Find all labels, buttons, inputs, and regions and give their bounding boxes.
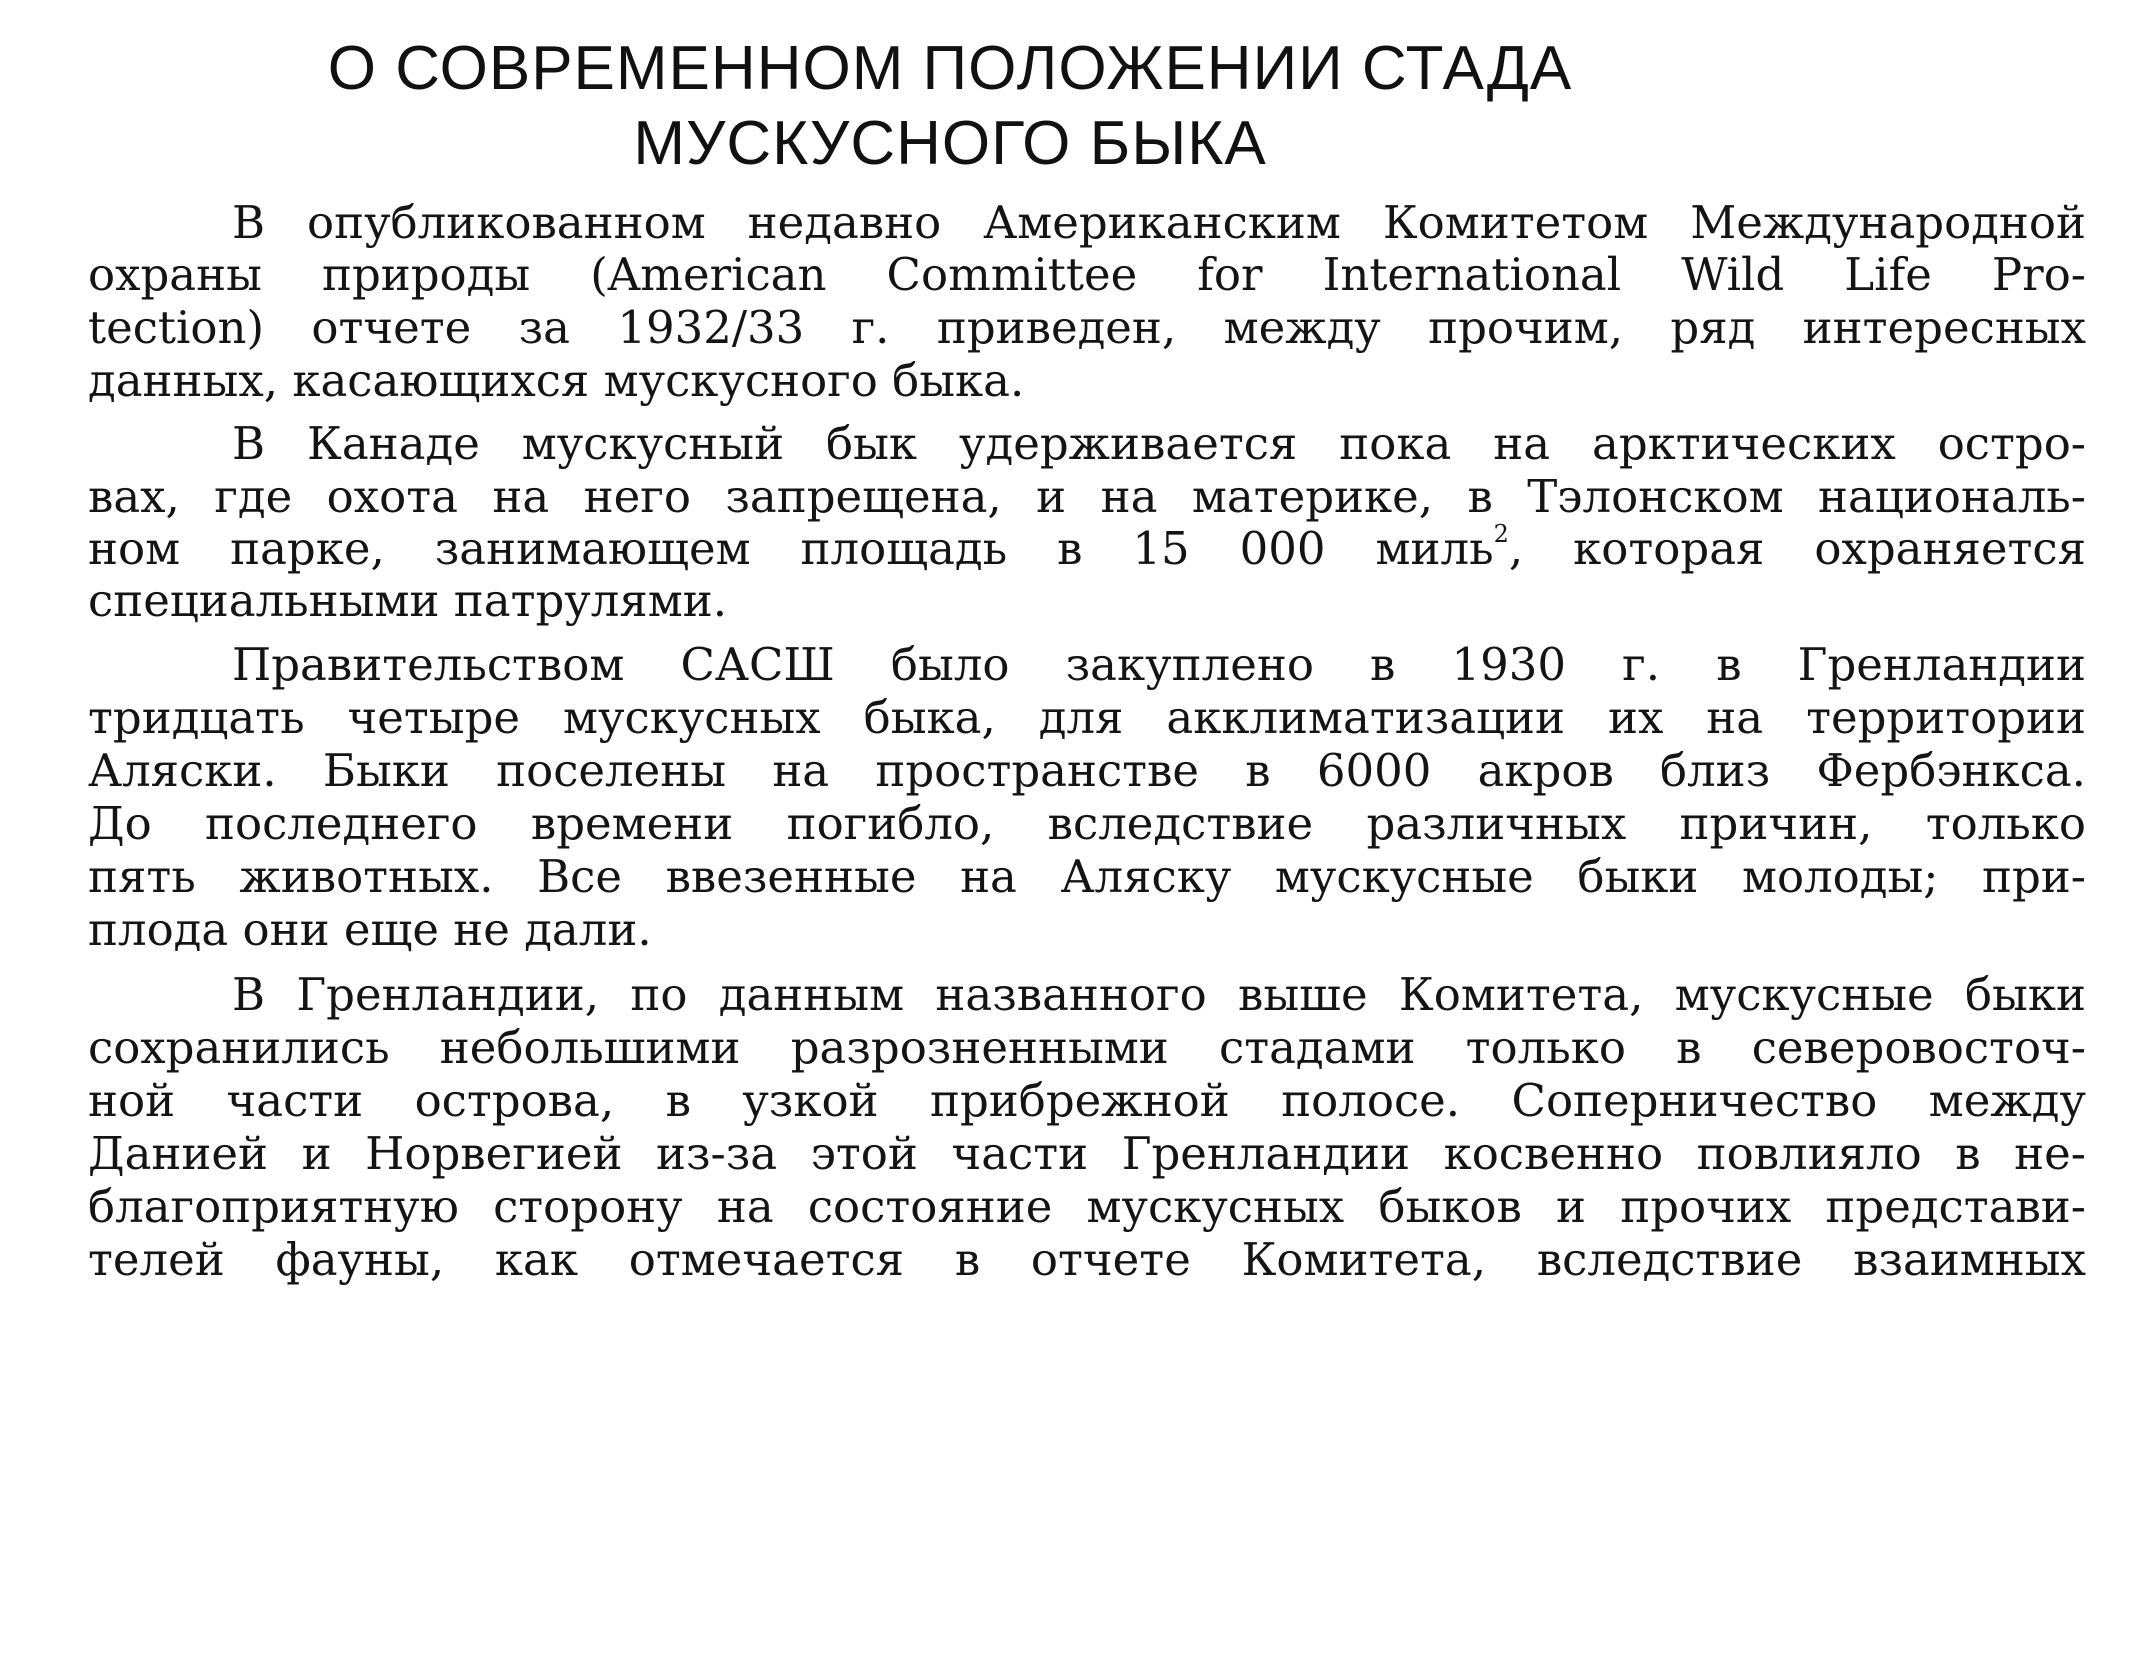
paragraph-1-line-4: данных, касающихся мускусного быка.	[88, 354, 1025, 407]
paragraph-2-line-4: специальными патрулями.	[88, 574, 728, 627]
paragraph-4-line-4: Данией и Норвегией из-за этой части Гренландии косвенно повлияло в не-	[88, 1127, 2086, 1180]
paragraph-3-line-2: тридцать четыре мускусных быка, для акклиматизации их на территории	[88, 691, 2086, 744]
paragraph-4-line-2: сохранились небольшими разрозненными стадами только в северовосточ-	[88, 1021, 2086, 1074]
paragraph-2-line-3	[88, 520, 2086, 575]
paragraph-1-line-2: охраны природы (American Committee for International Wild Life Pro-	[88, 248, 2086, 301]
paragraph-3-line-6: плода они еще не дали.	[88, 903, 652, 956]
paragraph-3-line-3: Аляски. Быки поселены на пространстве в 6000 акров близ Фербэнкса.	[88, 744, 2086, 797]
paragraph-2-line-3-text: ном парке, занимающем площадь в 15 000 миль	[88, 522, 1494, 575]
paragraph-4-line-5: благоприятную сторону на состояние мускусных быков и прочих представи-	[88, 1180, 2086, 1233]
paragraph-3-line-1: Правительством САСШ было закуплено в 1930 г. в Гренландии	[232, 638, 2086, 691]
squared-superscript: 2	[1493, 520, 1509, 548]
paragraph-2-line-3-tail: , которая охраняется	[1508, 522, 2086, 575]
article-title-line-2: МУСКУСНОГО БЫКА	[633, 109, 1267, 178]
paragraph-2-line-1: В Канаде мускусный бык удерживается пока на арктических остро-	[232, 417, 2086, 470]
paragraph-4-line-6: телей фауны, как отмечается в отчете Комитета, вследствие взаимных	[88, 1233, 2086, 1286]
paragraph-1-line-1: В опубликованном недавно Американским Комитетом Международной	[232, 196, 2086, 249]
paragraph-2-line-2: вах, где охота на него запрещена, и на материке, в Тэлонском националь-	[88, 470, 2086, 523]
paragraph-4-line-3: ной части острова, в узкой прибрежной полосе. Соперничество между	[88, 1074, 2086, 1127]
paragraph-4-line-1: В Гренландии, по данным названного выше Комитета, мускусные быки	[232, 968, 2086, 1021]
paragraph-3-line-4: До последнего времени погибло, вследствие различных причин, только	[88, 797, 2086, 850]
paragraph-3-line-5: пять животных. Все ввезенные на Аляску мускусные быки молоды; при-	[88, 850, 2086, 903]
paragraph-1-line-3: tection) отчете за 1932/33 г. приведен, между прочим, ряд интересных	[88, 301, 2086, 354]
article-title-line-1: О СОВРЕМЕННОМ ПОЛОЖЕНИИ СТАДА	[327, 34, 1573, 103]
